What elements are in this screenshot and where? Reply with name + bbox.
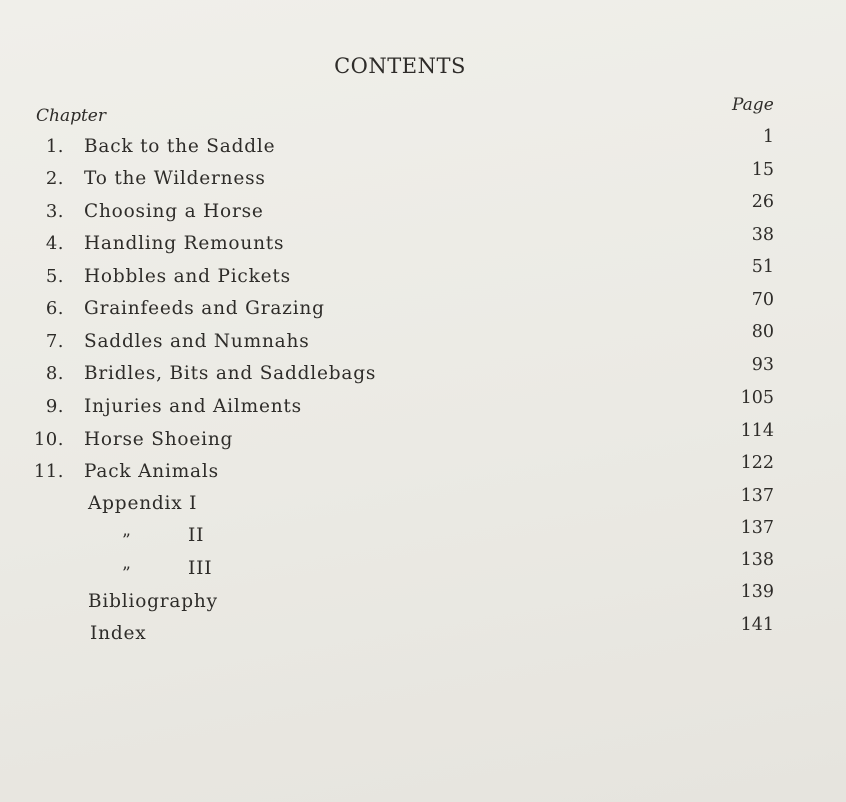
chapter-title: Grainfeeds and Grazing: [84, 298, 325, 319]
chapter-title: Handling Remounts: [84, 233, 285, 254]
page-number: 137: [740, 486, 774, 506]
page-number: 38: [751, 225, 774, 245]
index-title: Index: [90, 623, 147, 644]
page-number: 105: [740, 388, 774, 408]
page-number: 70: [751, 290, 774, 310]
chapter-number: 1.: [45, 136, 64, 157]
chapter-title: Back to the Saddle: [84, 136, 276, 157]
page-number: 122: [740, 453, 774, 473]
chapter-title: Injuries and Ailments: [84, 396, 302, 417]
page-number: 80: [751, 322, 774, 342]
chapter-number: 6.: [45, 298, 64, 319]
page-number: 51: [751, 257, 774, 277]
page-number: 93: [751, 355, 774, 375]
chapter-number: 8.: [45, 363, 64, 384]
appendix-title: Appendix I: [88, 493, 198, 514]
chapter-title: Pack Animals: [84, 461, 219, 482]
chapter-title: Hobbles and Pickets: [84, 266, 291, 287]
appendix-title: III: [188, 558, 213, 579]
page-number: 137: [740, 518, 774, 538]
chapter-number: 3.: [45, 201, 64, 222]
page-number: 26: [751, 192, 774, 212]
page-number: 141: [740, 615, 774, 635]
chapter-number: 5.: [45, 266, 64, 287]
page-column-header: Page: [732, 95, 774, 115]
ditto-mark: ”: [122, 531, 131, 551]
chapter-number: 11.: [33, 461, 64, 482]
chapter-title: Bridles, Bits and Saddlebags: [84, 363, 377, 384]
chapter-number: 4.: [45, 233, 64, 254]
page-title: CONTENTS: [334, 54, 466, 78]
chapter-title: To the Wilderness: [84, 168, 266, 189]
chapter-title: Horse Shoeing: [84, 429, 234, 450]
bibliography-title: Bibliography: [88, 591, 218, 612]
page-number: 138: [740, 550, 774, 570]
page-number: 1: [762, 127, 774, 147]
chapter-title: Choosing a Horse: [84, 201, 264, 222]
appendix-title: II: [188, 525, 205, 546]
chapter-title: Saddles and Numnahs: [84, 331, 310, 352]
ditto-mark: ”: [122, 564, 131, 584]
page-number: 15: [751, 160, 774, 180]
chapter-column-header: Chapter: [36, 106, 106, 126]
chapter-number: 2.: [45, 168, 64, 189]
chapter-number: 10.: [33, 429, 64, 450]
chapter-number: 7.: [45, 331, 64, 352]
page-number: 114: [740, 421, 774, 441]
chapter-number: 9.: [45, 396, 64, 417]
page-number: 139: [740, 582, 774, 602]
